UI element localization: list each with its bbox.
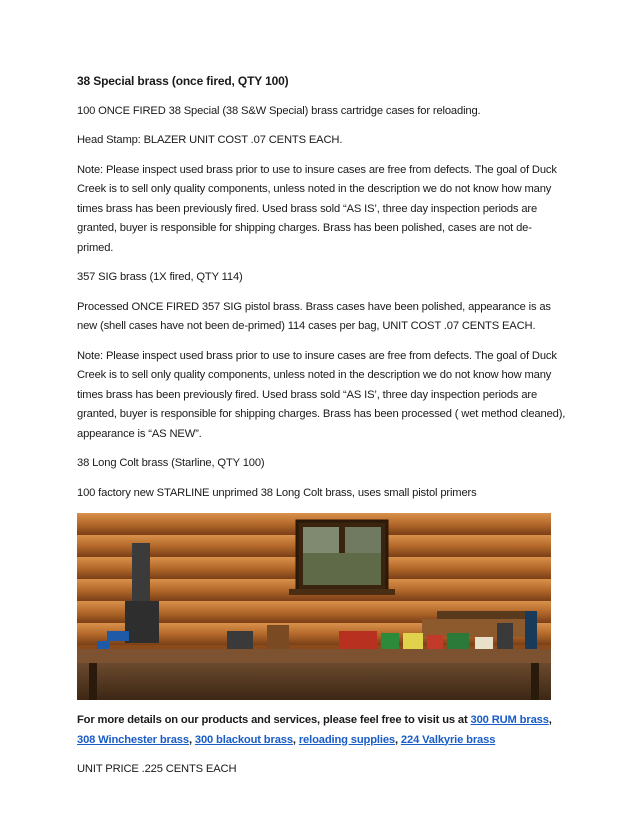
note-357-sig: Note: Please inspect used brass prior to use to insure cases are free from defects. The goal of Duck Creek is to sell only quality components, unless noted in the description we do not know how many times brass has been previously fired. Used brass sold “AS IS’, three day inspection periods are granted, buyer is responsible for shipping charges. Brass has been processed ( wet method cleaned), appearance is “AS NEW”. — [77, 349, 566, 440]
footer-links-paragraph: For more details on our products and services, please feel free to visit us at 300 RUM brass, 308 Winchester brass, 300 blackout brass, reloading supplies, 224 Valkyrie brass — [77, 714, 552, 746]
unit-price: UNIT PRICE .225 CENTS EACH — [77, 763, 237, 775]
document-body — [77, 72, 567, 790]
note-38-special: Note: Please inspect used brass prior to use to insure cases are free from defects. The goal of Duck Creek is to sell only quality components, unless noted in the description we do not know how many times brass has been previously fired. Used brass sold “AS IS’, three day inspection periods are granted, buyer is responsible for shipping charges. Brass has been polished, cases are not de-primed. — [77, 163, 557, 254]
link-308-winchester-brass[interactable]: 308 Winchester brass — [77, 733, 189, 746]
link-reloading-supplies[interactable]: reloading supplies — [298, 733, 395, 746]
description-357-sig: Processed ONCE FIRED 357 SIG pistol brass. Brass cases have been polished, appearance is as new (shell cases have not been de-primed) 114 cases per bag, UNIT COST .07 CENTS EACH. — [77, 300, 551, 332]
headstamp-38-special: Head Stamp: BLAZER UNIT COST .07 CENTS EACH. — [77, 134, 343, 146]
description-38-special: 100 ONCE FIRED 38 Special (38 S&W Special) brass cartridge cases for reloading. — [77, 104, 481, 117]
footer-intro: For more details on our products and services, please feel free to visit us at — [77, 714, 471, 726]
description-38-long-colt: 100 factory new STARLINE unprimed 38 Long Colt brass, uses small pistol primers — [77, 486, 477, 499]
section-title-357-sig: 357 SIG brass (1X fired, QTY 114) — [77, 271, 243, 283]
section-title-38-long-colt: 38 Long Colt brass (Starline, QTY 100) — [77, 457, 265, 469]
link-224-valkyrie-brass[interactable]: 224 Valkyrie brass — [400, 733, 496, 746]
section-title-38-special: 38 Special brass (once fired, QTY 100) — [77, 74, 289, 88]
link-300-blackout-brass[interactable]: 300 blackout brass — [194, 733, 293, 746]
link-300-rum-brass[interactable]: 300 RUM brass — [470, 714, 549, 726]
reloading-bench-photo — [77, 513, 551, 700]
